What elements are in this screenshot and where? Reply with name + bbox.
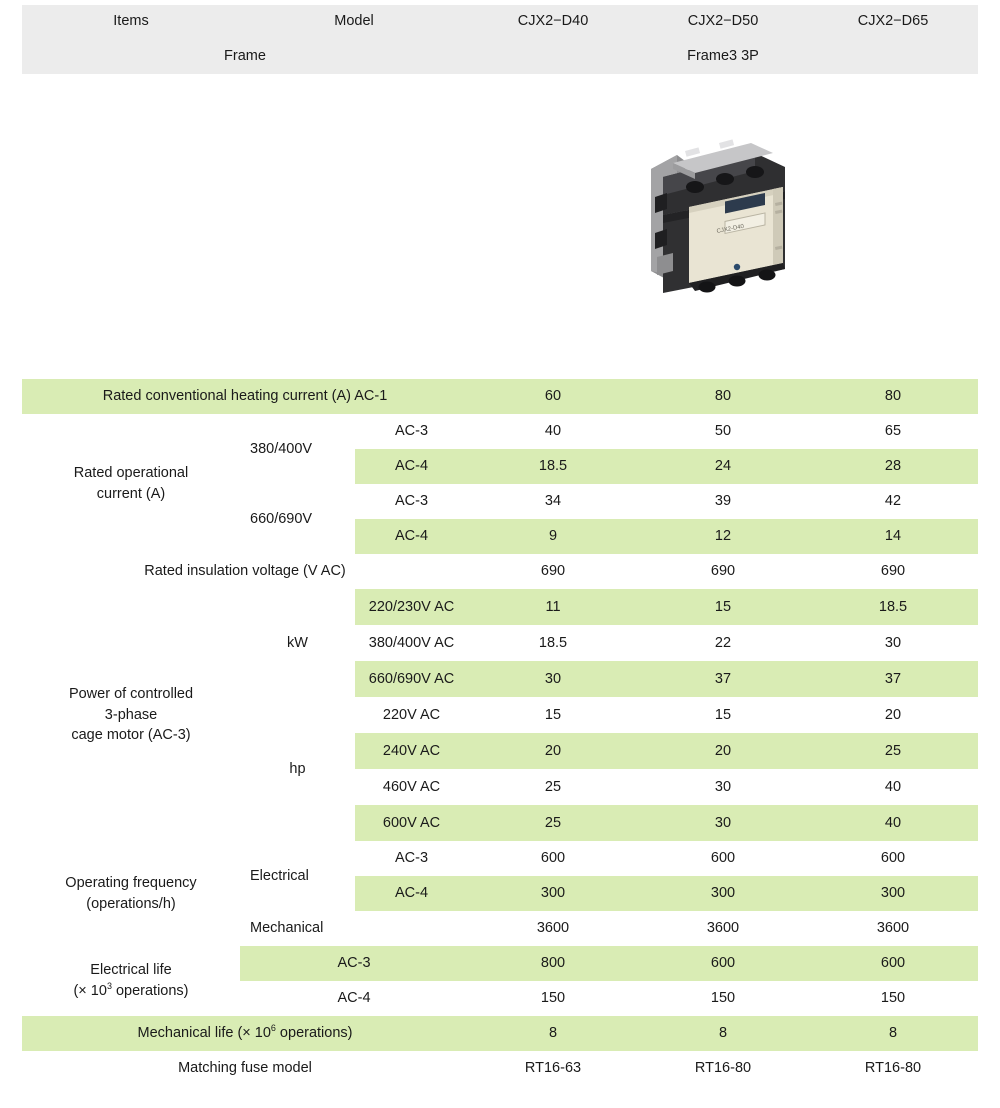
ellife-exponent: 3 [106,981,112,992]
label-rated-operational-current [22,414,240,554]
row-mechanical-life [22,1016,978,1051]
value-660-ac3-d65: 42 [808,484,978,519]
value-kw-660-d40: 30 [468,661,638,697]
power-label-line-2: 3-phase [104,706,158,723]
value-fuse-d40: RT16-63 [468,1051,638,1086]
specification-table [22,5,978,1086]
value-380-ac4-d40: 18.5 [468,449,638,484]
cond-hp-240: 240V AC [355,733,468,769]
contactor-illustration [633,137,813,317]
value-380-ac3-d50: 50 [638,414,808,449]
label-matching-fuse-model: Matching fuse model [22,1051,468,1086]
value-kw-220-d65: 18.5 [808,589,978,625]
row-electrical-life-ac3 [22,946,978,981]
mechlife-prefix: Mechanical life (× 10 [137,1025,271,1042]
value-opfreq-ac3-d40: 600 [468,841,638,876]
cond-660-ac4: AC-4 [355,519,468,554]
value-opfreq-ac4-d65: 300 [808,876,978,911]
value-rated-heating-current-d50: 80 [638,379,808,414]
value-opfreq-ac3-d50: 600 [638,841,808,876]
row-rated-insulation-voltage [22,554,978,589]
value-hp-240-d50: 20 [638,733,808,769]
cond-hp-600: 600V AC [355,805,468,841]
value-kw-220-d40: 11 [468,589,638,625]
sublabel-mechanical: Mechanical [240,911,468,946]
row-power-kw-220 [22,589,978,625]
value-hp-220-d65: 20 [808,697,978,733]
product-image-cell [468,74,978,379]
cond-380-ac4: AC-4 [355,449,468,484]
svg-text:CJX2-D40: CJX2-D40 [716,223,745,235]
value-ellife-ac4-d40: 150 [468,981,638,1016]
label-rated-heating-current: Rated conventional heating current (A) AC-1 [22,379,468,414]
value-hp-220-d40: 15 [468,697,638,733]
value-mechlife-d50: 8 [638,1016,808,1051]
cond-380-ac3: AC-3 [355,414,468,449]
value-opfreq-ac4-d40: 300 [468,876,638,911]
product-image-row [22,74,978,379]
cond-kw-220-230: 220/230V AC [355,589,468,625]
value-380-ac4-d65: 28 [808,449,978,484]
sublabel-380-400v: 380/400V [240,414,355,484]
header-model-cjx2-d40: CJX2−D40 [468,5,638,38]
image-row-empty-label [22,74,468,379]
value-fuse-d65: RT16-80 [808,1051,978,1086]
cond-kw-660-690: 660/690V AC [355,661,468,697]
label-line-1: Rated operational [73,465,189,482]
sublabel-electrical: Electrical [240,841,355,911]
value-insulation-d65: 690 [808,554,978,589]
value-fuse-d50: RT16-80 [638,1051,808,1086]
value-kw-660-d65: 37 [808,661,978,697]
frame-value: Frame3 3P [468,38,978,74]
value-380-ac4-d50: 24 [638,449,808,484]
value-opfreq-ac4-d50: 300 [638,876,808,911]
value-660-ac3-d40: 34 [468,484,638,519]
sublabel-kw: kW [240,589,355,697]
value-kw-660-d50: 37 [638,661,808,697]
sublabel-hp: hp [240,697,355,841]
value-hp-240-d65: 25 [808,733,978,769]
value-hp-460-d40: 25 [468,769,638,805]
cond-hp-460: 460V AC [355,769,468,805]
header-model-cjx2-d65: CJX2−D65 [808,5,978,38]
frame-row [22,38,978,74]
row-rated-op-current-380-ac3 [22,414,978,449]
opfreq-label-line-2: (operations/h) [86,895,176,912]
ellife-label-line-1: Electrical life [90,962,172,979]
value-insulation-d40: 690 [468,554,638,589]
value-hp-240-d40: 20 [468,733,638,769]
row-rated-heating-current [22,379,978,414]
label-rated-insulation-voltage: Rated insulation voltage (V AC) [22,554,468,589]
power-label-line-1: Power of controlled [68,686,194,703]
value-ellife-ac4-d50: 150 [638,981,808,1016]
frame-label: Frame [22,38,468,74]
value-mech-freq-d50: 3600 [638,911,808,946]
cond-opfreq-ac3: AC-3 [355,841,468,876]
power-label-line-3: cage motor (AC-3) [71,727,191,744]
value-hp-600-d50: 30 [638,805,808,841]
value-hp-220-d50: 15 [638,697,808,733]
opfreq-label-line-1: Operating frequency [65,874,197,891]
cond-opfreq-ac4: AC-4 [355,876,468,911]
ellife-suffix: operations) [111,983,189,999]
value-mechlife-d40: 8 [468,1016,638,1051]
value-hp-460-d65: 40 [808,769,978,805]
label-operating-frequency [22,841,240,946]
ellife-prefix: (× 10 [73,983,107,999]
value-ellife-ac3-d50: 600 [638,946,808,981]
mechlife-exponent: 6 [270,1023,276,1034]
value-kw-380-d40: 18.5 [468,625,638,661]
row-matching-fuse-model [22,1051,978,1086]
value-rated-heating-current-d40: 60 [468,379,638,414]
value-hp-600-d40: 25 [468,805,638,841]
value-rated-heating-current-d65: 80 [808,379,978,414]
value-380-ac3-d65: 65 [808,414,978,449]
header-model: Model [240,5,468,38]
value-hp-600-d65: 40 [808,805,978,841]
value-mech-freq-d40: 3600 [468,911,638,946]
cond-kw-380-400: 380/400V AC [355,625,468,661]
value-ellife-ac3-d65: 600 [808,946,978,981]
sublabel-660-690v: 660/690V [240,484,355,554]
row-operating-freq-ac3 [22,841,978,876]
value-660-ac4-d65: 14 [808,519,978,554]
value-insulation-d50: 690 [638,554,808,589]
cond-660-ac3: AC-3 [355,484,468,519]
label-mechanical-life [22,1016,468,1051]
cond-electrical-life-ac3: AC-3 [240,946,468,981]
label-line-2: current (A) [96,486,166,502]
value-mechlife-d65: 8 [808,1016,978,1051]
value-hp-460-d50: 30 [638,769,808,805]
value-opfreq-ac3-d65: 600 [808,841,978,876]
value-660-ac3-d50: 39 [638,484,808,519]
table-header-row [22,5,978,38]
label-power-controlled-motor [22,589,240,841]
value-kw-380-d65: 30 [808,625,978,661]
value-660-ac4-d50: 12 [638,519,808,554]
cond-electrical-life-ac4: AC-4 [240,981,468,1016]
value-ellife-ac4-d65: 150 [808,981,978,1016]
label-electrical-life [22,946,240,1016]
value-660-ac4-d40: 9 [468,519,638,554]
mechlife-suffix: operations) [275,1025,353,1042]
value-ellife-ac3-d40: 800 [468,946,638,981]
header-items: Items [22,5,240,38]
value-mech-freq-d65: 3600 [808,911,978,946]
value-kw-220-d50: 15 [638,589,808,625]
ellife-label-line-2 [22,981,240,1002]
header-model-cjx2-d50: CJX2−D50 [638,5,808,38]
value-380-ac3-d40: 40 [468,414,638,449]
value-kw-380-d50: 22 [638,625,808,661]
cond-hp-220: 220V AC [355,697,468,733]
